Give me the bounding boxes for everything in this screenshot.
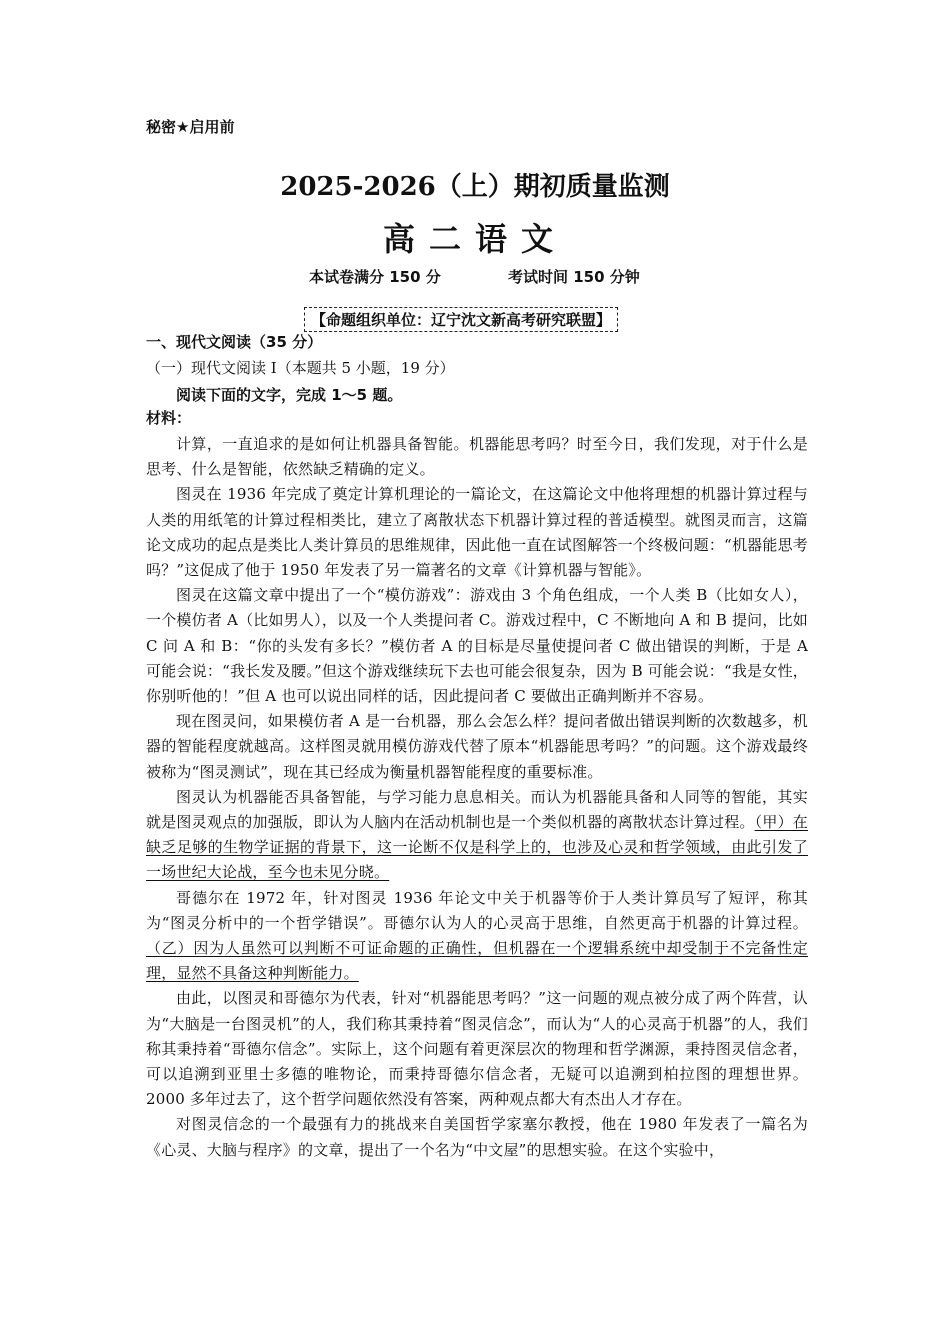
underlined-sentence-jia: （甲）在缺乏足够的生物学证据的背景下，这一论断不仅是科学上的，也涉及心灵和哲学领域，由此引发了一场世纪大论战，至今也未见分晓。 [146, 813, 808, 882]
underlined-sentence-yi: （乙）因为人虽然可以判断不可证命题的正确性，但机器在一个逻辑系统中却受制于不完备性定理，显然不具备这种判断能力。 [146, 939, 808, 983]
material-label: 材料： [146, 409, 192, 427]
paragraph: 图灵在这篇文章中提出了一个“模仿游戏”：游戏由 3 个角色组成，一个人类 B（比如女人），一个模仿者 A（比如男人），以及一个人类提问者 C。游戏过程中，C 不断地向 A 和 B 提问，比如 C 问 A 和 B：“你的头发有多长？”模仿者 A 的目标是尽量使提问者 C 做出错误的判断，于是 A 可能会说：“我长发及腰。”但这个游戏继续玩下去也可能会很复杂，因为 B 可能会说：“我是女性，你别听他的！”但 A 也可以说出同样的话，因此提问者 C 要做出正确判断并不容易。 [146, 586, 808, 706]
paragraph: 图灵在 1936 年完成了奠定计算机理论的一篇论文，在这篇论文中他将理想的机器计算过程与人类的用纸笔的计算过程相类比，建立了离散状态下机器计算过程的普适模型。就图灵而言，这篇论文成功的起点是类比人类计算员的思维规律，因此他一直在试图解答一个终极问题：“机器能思考吗？”这促成了他于 1950 年发表了另一篇著名的文章《计算机器与智能》。 [146, 485, 808, 580]
paragraph: 由此，以图灵和哥德尔为代表，针对“机器能思考吗？”这一问题的观点被分成了两个阵营，认为“大脑是一台图灵机”的人，我们称其秉持着“图灵信念”，而认为“人的心灵高于机器”的人，我们称其秉持着“哥德尔信念”。实际上，这个问题有着更深层次的物理和哲学渊源，秉持图灵信念者，可以追溯到亚里士多德的唯物论，而秉持哥德尔信念者，无疑可以追溯到柏拉图的理想世界。 2000 多年过去了，这个哲学问题依然没有答案，两种观点都大有杰出人才存在。 [146, 989, 808, 1109]
full-marks: 本试卷满分 150 分 [309, 268, 441, 286]
paragraph: 哥德尔在 1972 年，针对图灵 1936 年论文中关于机器等价于人类计算员写了短评，称其为“图灵分析中的一个哲学错误”。哥德尔认为人的心灵高于思维，自然更高于机器的计算过程。（乙）因为人虽然可以判断不可证命题的正确性，但机器在一个逻辑系统中却受制于不完备性定理，显然不具备这种判断能力。 [146, 888, 808, 983]
paragraph: 计算，一直追求的是如何让机器具备智能。机器能思考吗？时至今日，我们发现，对于什么是思考、什么是智能，依然缺乏精确的定义。 [146, 435, 808, 479]
paragraph: 现在图灵问，如果模仿者 A 是一台机器，那么会怎么样？提问者做出错误判断的次数越多，机器的智能程度就越高。这样图灵就用模仿游戏代替了原本“机器能思考吗？”的问题。这个游戏最终被称为“图灵测试”，现在其已经成为衡量机器智能程度的重要标准。 [146, 712, 808, 781]
paragraph: 对图灵信念的一个最强有力的挑战来自美国哲学家塞尔教授，他在 1980 年发表了一篇名为《心灵、大脑与程序》的文章，提出了一个名为“中文屋”的思想实验。在这个实验中， [146, 1115, 808, 1159]
paragraph: 图灵认为机器能否具备智能，与学习能力息息相关。而认为机器能具备和人同等的智能，其实就是图灵观点的加强版，即认为人脑内在活动机制也是一个类似机器的离散状态计算过程。（甲）在缺乏足够的生物学证据的背景下，这一论断不仅是科学上的，也涉及心灵和哲学领域，由此引发了一场世纪大论战，至今也未见分晓。 [146, 787, 808, 882]
subject-title: 高二语文 [382, 220, 567, 258]
subsection-title: （一）现代文阅读 I（本题共 5 小题，19 分） [146, 359, 455, 377]
exam-time: 考试时间 150 分钟 [508, 268, 640, 286]
exam-title: 2025-2026（上）期初质量监测 [280, 172, 670, 202]
organizer-box: 【命题组织单位：辽宁沈文新高考研究联盟】 [304, 307, 618, 332]
confidential-mark: 秘密★启用前 [146, 118, 235, 136]
section-title: 一、现代文阅读（35 分） [146, 333, 323, 351]
reading-instruction: 阅读下面的文字，完成 1～5 题。 [176, 386, 403, 404]
passage-body [146, 432, 808, 1163]
